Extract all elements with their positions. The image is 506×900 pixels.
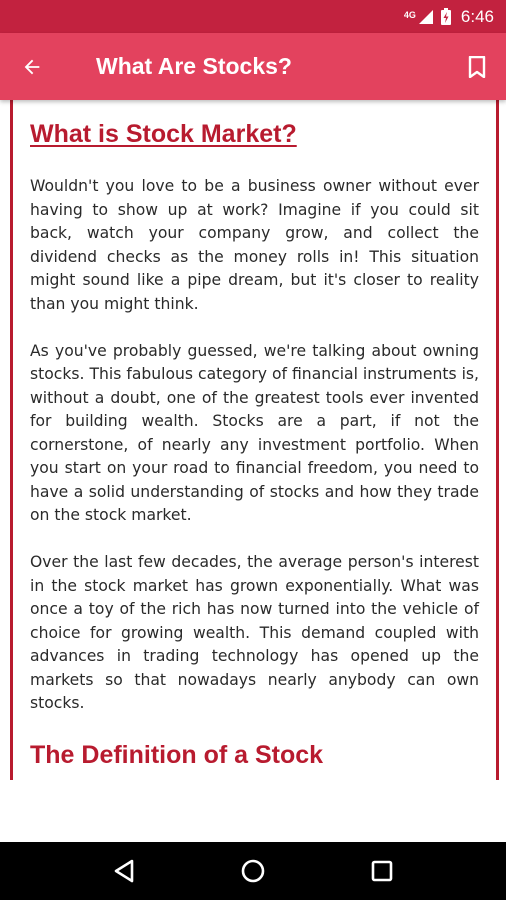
signal-icon — [419, 10, 433, 24]
nav-back-button[interactable] — [94, 842, 154, 900]
article-heading: What is Stock Market? — [30, 120, 297, 148]
navigation-bar — [0, 842, 506, 900]
back-button[interactable] — [0, 33, 64, 100]
battery-charging-icon — [441, 8, 451, 25]
app-bar — [0, 33, 506, 100]
section-heading: The Definition of a Stock — [30, 741, 324, 769]
article-paragraph: As you've probably guessed, we're talking about owning stocks. This fabulous category of financial instruments is, without a doubt, one of the greatest tools ever invented for building wealth. Stocks are a part, if not the cornerstone, of nearly any investment portfolio. When you start on your road to financial freedom, you need to have a solid understanding of stocks and how they trade on the stock market. — [30, 341, 479, 524]
signal-indicator — [404, 10, 433, 24]
status-time: 6:46 — [460, 6, 494, 26]
page-title: What Are Stocks? — [96, 53, 292, 79]
arrow-back-icon — [21, 56, 43, 78]
article-frame[interactable] — [10, 100, 499, 780]
article-body — [13, 100, 496, 771]
article-paragraph: Wouldn't you love to be a business owner without ever having to show up at work? Imagine if you could sit back, watch your company grow, and collect the dividend checks as the money rolls in! This situation might sound like a pipe dream, but it's closer to reality than you might think. — [30, 177, 479, 313]
bookmark-button[interactable] — [448, 33, 506, 100]
nav-home-button[interactable] — [223, 842, 283, 900]
bookmark-icon — [467, 56, 487, 78]
article-paragraph: Over the last few decades, the average person's interest in the stock market has grown exponentially. What was once a toy of the rich has now turned into the vehicle of choice for growing wealth. This demand coupled with advances in trading technology has opened up the markets so that nowadays nearly anybody can own stocks. — [30, 553, 479, 712]
status-bar — [0, 0, 506, 33]
network-type-label: 4G — [403, 9, 416, 20]
nav-home-circle-icon — [241, 859, 265, 883]
nav-back-triangle-icon — [113, 859, 135, 883]
nav-recents-square-icon — [371, 860, 393, 882]
nav-recents-button[interactable] — [352, 842, 412, 900]
